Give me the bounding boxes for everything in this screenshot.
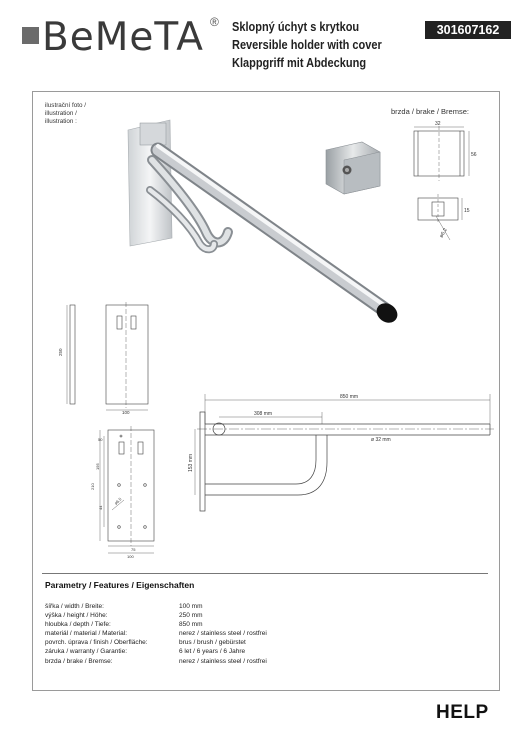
param-value: 250 mm [179, 612, 203, 620]
param-label: záruka / warranty / Garantie: [45, 648, 128, 656]
dim-back-width: 100 [127, 554, 134, 559]
product-title-en: Reversible holder with cover [232, 38, 382, 52]
section-divider [42, 573, 488, 574]
param-label: materiál / material / Material: [45, 630, 127, 638]
illustration-label-cz: ilustrační foto / [45, 102, 86, 109]
logo-registered-mark: ® [210, 15, 219, 29]
param-label: brzda / brake / Bremse: [45, 657, 113, 665]
param-value: brus / brush / gebürstet [179, 639, 246, 647]
holder-top-view [195, 394, 494, 511]
plate-side-view [67, 305, 75, 404]
param-value: nerez / stainless steel / rostfrei [179, 657, 267, 665]
dim-side-height: 250 [58, 348, 63, 356]
param-row [45, 647, 267, 656]
dim-brake-depth: 15 [464, 208, 470, 214]
brake-label: brzda / brake / Bremse: [391, 107, 469, 116]
param-label: povrch. úprava / finish / Oberfläche: [45, 639, 148, 647]
param-row [45, 657, 267, 666]
product-code: 301607162 [425, 21, 511, 39]
param-row [45, 638, 267, 647]
help-brand-label: HELP [436, 702, 489, 723]
param-row [45, 629, 267, 638]
illustration-label-de: illustration : [45, 118, 77, 125]
param-value: nerez / stainless steel / rostfrei [179, 630, 267, 638]
dim-tube-diameter: ø 32 mm [371, 437, 391, 443]
brake-front-view [414, 126, 469, 181]
dim-brake-width: 32 [435, 121, 441, 127]
dim-back-210: 210 [90, 483, 95, 490]
dim-back-hole-spacing: 75 [131, 547, 136, 552]
dim-back-195: 195 [95, 463, 100, 470]
dim-depth-850: 850 mm [340, 394, 359, 400]
dim-back-top: 50 [98, 437, 103, 442]
dim-front-width: 100 [122, 410, 130, 415]
dim-brake-hole: ø6.2 [438, 227, 449, 239]
param-value: 850 mm [179, 621, 203, 629]
parameters-title: Parametry / Features / Eigenschaften [45, 580, 195, 590]
param-value: 100 mm [179, 603, 203, 610]
param-row [45, 611, 267, 620]
product-title-cz: Sklopný úchyt s krytkou [232, 20, 360, 34]
param-value: 6 let / 6 years / 6 Jahre [179, 648, 246, 656]
dim-back-hole: ø6.5 [113, 496, 123, 506]
dim-back-44: 44 [98, 505, 103, 510]
logo-text: BeMeTA [42, 15, 204, 60]
parameters-table [45, 602, 267, 666]
brake-photo [326, 142, 380, 194]
param-label: šířka / width / Breite: [45, 603, 104, 610]
param-row [45, 602, 267, 611]
dim-308: 308 mm [254, 411, 273, 417]
dim-brake-height: 56 [471, 152, 477, 158]
param-label: hloubka / depth / Tiefe: [45, 621, 111, 629]
illustration-label-en: illustration / [45, 110, 77, 117]
plate-back-view [100, 426, 154, 553]
param-row [45, 620, 267, 629]
plate-front-view [106, 302, 148, 410]
dim-153: 153 mm [188, 453, 194, 472]
product-title-de: Klappgriff mit Abdeckung [232, 56, 367, 70]
param-label: výška / height / Höhe: [45, 612, 108, 620]
